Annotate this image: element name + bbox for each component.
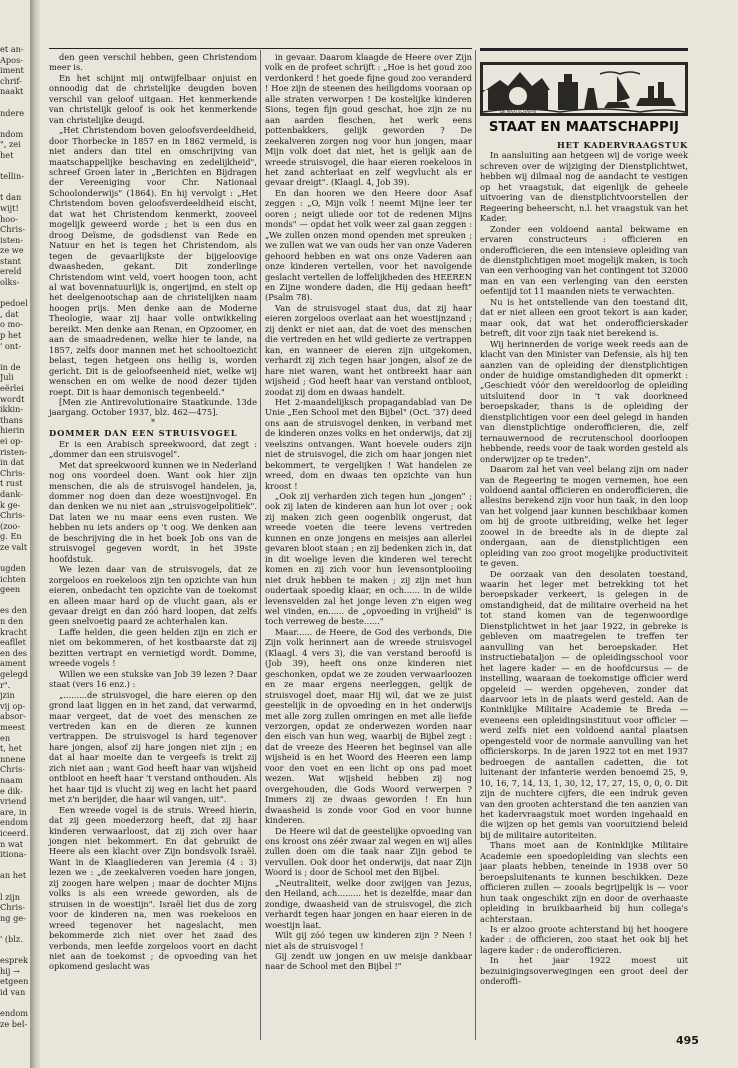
edge-line: en des <box>0 647 28 658</box>
edge-line: en <box>0 732 11 743</box>
edge-line: dank- <box>0 488 23 499</box>
edge-line: hoo- <box>0 213 18 224</box>
edge-line: et an- <box>0 44 24 54</box>
col1-paragraph-a-3: „Het Christendom boven geloofsverdeeldheid, door Thorbecke in 1857 en in 1862 vermeld, is niet anders dan titel en omschrijving van maatschappelijke beschaving en zedelijkheid", schreef Groen later in „Berichten en Bijdragen der Vereeniging voor Chr. Nationaal Schoolonderwijs" (1864). En hij vervolgt : „Het Christendom boven geloofsverdeeldheid eischt, dat wat het Christendom kenmerkt, zooveel mogelijk geweerd worde ; het is een dus en droog Deïsme, de godsdienst van Rede en Natuur en het is tegen het Christendom, als tegen de gevaarlijkste der bijgeloovige dwaasheden, gekant. Dit zonderlinge Christendom wint veld, voert hoogen toon, acht al wat bovennatuurlijk is, ongerijmd, en stelt op het deelgenootschap aan de christelijken naam hoogen prijs. Men denke aan de Moderne Theologie, waar zij haar volle ontwikkeling bereikt. Men denke aan Renan, en Opzoomer, en aan de smaadredenen, welke hier te lande, na 1857, zelfs door mannen met het schooltoezicht belast, tegen hetgeen ons heilig is, worden gericht. Dit is de geloofseenheid niet, welke wij wenschen en om welke de nood dezer tijden roept. Dit is haar demonisch tegenbeeld." <box>49 125 257 397</box>
edge-line: eafllet <box>0 637 26 648</box>
section-title: STAAT EN MAATSCHAPPIJ <box>488 120 680 135</box>
article-heading-kadervraagstuk: HET KADERVRAAGSTUK <box>557 140 688 150</box>
edge-line: k ge- <box>0 499 21 510</box>
edge-line: o mo- <box>0 319 23 330</box>
col3-paragraph-8: Is er alzoo groote achterstand bij het hoogere kader : de officieren, zoo staat het ook bij het lagere kader : de onderofficieren. <box>480 923 688 955</box>
edge-line: t dan <box>0 192 22 203</box>
edge-line: , dat <box>0 308 19 319</box>
edge-line <box>0 923 30 934</box>
edge-line: ndere <box>0 107 25 118</box>
edge-line <box>0 944 30 955</box>
edge-line: het <box>0 149 14 160</box>
edge-line <box>0 97 30 108</box>
section-banner-illustration <box>480 62 688 116</box>
edge-line: ugden <box>0 563 26 574</box>
col1-paragraph-a-4: [Men zie Antirevolutionaire Staatkunde. 13de jaargang. October 1937, blz. 462—475]. <box>49 396 257 418</box>
column-divider-2 <box>475 50 476 1040</box>
edge-line: naam <box>0 774 23 785</box>
edge-line: eërlei <box>0 383 24 393</box>
edge-line: Chris- <box>0 224 26 235</box>
edge-line: Chris- <box>0 510 26 521</box>
edge-line: (zoo- <box>0 520 21 531</box>
section-separator-star: * <box>151 417 155 427</box>
col3-paragraph-6: De oorzaak van den desolaten toestand, waarin het leger met betrekking tot het beroepskader verkeert, is gelegen in de omstandigheid, dat de militaire overheid na het tot stand komen van de tegenwoordige Dienstplichtwet in het jaar 1922, in gebreke is gebleven om maatregelen te treffen ter aanvulling van het beroepskader. Het instructiebataljon — de opleidingsschool voor het lagere kader — en de hoofdcursus — de instelling, waaraan de toekomstige officier werd opgeleid — werden opgeheven, zonder dat daarvoor iets in de plaats werd gesteld. Aan de Koninklijke Militaire Academie te Breda — eveneens een opleidingsinstituut voor officier — werd zelfs niet een voldoend aantal plaatsen opengesteld voor de normale aanvulling van het officierskorps. In de jaren 1922 tot en met 1937 bedroegen de aantallen cadetten, die tot luitenant der infanterie werden benoemd 25, 9, 10, 16, 7, 14, 13, 1, 30, 12, 17, 27, 15, 0, 0, 0. Dit zijn de nuchtere cijfers, die een indruk geven van den grooten achterstand die ten aanzien van het kadervraagstuk moet worden ingehaald en die wijzen op het gemis van vooruitziend beleid bij de militaire autoriteiten. <box>480 568 688 840</box>
edge-line: ng ge- <box>0 912 26 923</box>
col1-paragraph-b-1: Er is een Arabisch spreekwoord, dat zegt : „dommer dan een struisvogel". <box>49 438 257 460</box>
col3-paragraph-9: In het jaar 1922 moest uit bezuinigingsoverwegingen een groot deel der onderoffi- <box>480 955 688 987</box>
banner-caption: DE MAATSCHAPPIJ <box>499 109 537 114</box>
edge-line: hierin <box>0 425 25 436</box>
edge-line: kracht <box>0 626 27 637</box>
column-1 <box>49 52 257 972</box>
edge-line: iceerd. <box>0 827 29 838</box>
edge-line: are, in <box>0 806 27 817</box>
edge-line: wordt <box>0 393 25 404</box>
edge-line: ze valt <box>0 541 28 552</box>
edge-line: thans <box>0 414 23 425</box>
edge-line: etgeen <box>0 976 29 987</box>
edge-line: p het <box>0 330 22 341</box>
edge-line: ament <box>0 658 27 669</box>
edge-line <box>0 860 30 871</box>
edge-line: gelegd <box>0 669 29 680</box>
edge-line: Chris- <box>0 467 26 478</box>
edge-line: chrif- <box>0 75 22 86</box>
col2-paragraph-1: in gevaar. Daarom klaagde de Heere over Zijn volk en de profeet schrijft : „Hoe is het goud zoo verdonkerd ! het goede fijne goud zoo veranderd ! Hoe zijn de steenen des heiligdoms vooraan op alle straten verworpen ! De kostelijke kinderen Sions, tegen fijn goud geschat, hoe zijn ze nu aan aarden fleschen, het werk eens pottenbakkers, gelijk geworden ? De zeekalveren zorgen nog voor hun jongen, maar Mijn volk doet dat niet, het is gelijk aan de wreede struisvogel, die haar eieren roekeloos in het zand achterlaat en zelf wegvlucht als er gevaar dreigt". (Klaagl. 4, Job 39). <box>265 52 472 188</box>
edge-line: ereld <box>0 266 22 277</box>
edge-line <box>0 351 30 362</box>
edge-line: ", zei <box>0 139 21 150</box>
edge-line <box>0 997 30 1008</box>
col1-paragraph-b-6: „.........de struisvogel, die hare eieren op den grond laat liggen en in het zand, dat verwarmd, maar vergeet, dat de voet des menschen ze vertreden kan en de dieren ze kunnen vertrappen. De struisvogel is hard tegenover hare jongen, alsof zij hare jongen niet zijn ; en dat al haar moeite dan te vergeefs is trekt zij zich niet aan ; want God heeft haar van wijsheid ontbloot en heeft haar 't verstand onthouden. Als het haar tijd is vlucht zij weg en lacht het paard met z'n berijder, die haar wil vangen, uit". <box>49 689 257 805</box>
col2-paragraph-9: Wilt gij zóó tegen uw kinderen zijn ? Neen ! niet als de struisvogel ! <box>265 930 472 951</box>
column-2 <box>265 52 472 972</box>
col1-paragraph-b-2: Met dat spreekwoord kunnen we in Nederland nog ons voordeel doen. Want ook hier zijn menschen, die als de struisvogel handelen, ja, dommer nog doen dan deze woestijnvogel. En dan denken we nu niet aan „struisvogelpolitiek". Dat laten we nu maar eens even rusten. We hebben nu iets anders op 't oog. We denken aan de beschrijving die in het boek Job ons van de struisvogel gegeven wordt, in het 39ste hoofdstuk. <box>49 459 257 564</box>
col3-paragraph-3: Nu is het ontstellende van den toestand dit, dat er niet alleen een groot tekort is aan kader, maar ook, dat wat het onderofficierskader betreft, dit voor zijn taak niet berekend is. <box>480 296 688 339</box>
top-rule-left <box>49 48 472 49</box>
col2-paragraph-3: Van de struisvogel staat dus, dat zij haar eieren zorgeloos overlaat aan het woestijnzand ; zij denkt er niet aan, dat de voet des menschen die vertreden en het wild gedierte ze vertrappen kan, en wanneer de eieren zijn uitgekomen, verhardt zij zich tegen haar jongen, alsof ze de hare niet waren, want het ontbreekt haar aan wijsheid ; God heeft haar van verstand ontbloot, zoodat zij dom en dwaas handelt. <box>265 302 472 397</box>
edge-line: pedoel <box>0 298 28 309</box>
edge-line: es den <box>0 605 28 616</box>
top-rule-right <box>480 48 688 51</box>
edge-line: endom <box>0 1008 29 1019</box>
edge-line <box>0 182 30 193</box>
edge-line: wijt! <box>0 202 19 213</box>
col1-paragraph-b-5: Willen we een stukske van Job 39 lezen ? Daar staat (vers 16 enz.) : <box>49 668 257 690</box>
city-harbour-illustration <box>480 62 688 116</box>
col2-paragraph-4: Het 2-maandelijksch propagandablad van De Unie „Een School met den Bijbel" (Oct. '37) deed ons aan de struisvogel denken, in verband met de kinderen onzes volks en het onderwijs, dat zij veelszins ontvangen. Want hoevele ouders zijn niet de struisvogel, die zich om haar jongen niet bekommert, te vergelijken ! Wat handelen ze wreed, dom en dwaas ten opzichte van hun kroost ! <box>265 396 472 491</box>
edge-line: meest <box>0 722 25 732</box>
edge-line: ze bel- <box>0 1018 28 1029</box>
previous-page-edge <box>0 44 30 1044</box>
col1-paragraph-a-1: den geen verschil hebben, geen Christendom meer is. <box>49 52 257 73</box>
edge-line <box>0 161 30 172</box>
edge-line: t rust <box>0 478 23 489</box>
edge-line: iment <box>0 65 24 76</box>
col1-paragraph-b-4: Laffe helden, die geen helden zijn en zich er niet om bekommeren, of het kostbaarste dat zij bezitten vertrapt en vernietigd wordt. Domme, wreede vogels ! <box>49 626 257 669</box>
edge-line: ikkin- <box>0 404 24 415</box>
col2-paragraph-7: De Heere wil dat de geestelijke opvoeding van ons kroost ons zéér zwaar zal wegen en wij alles zullen doen om die taak naar Zijn gebod te vervullen. Ook door het onderwijs, dat naar Zijn Woord is ; door de School met den Bijbel. <box>265 825 472 878</box>
edge-line: ze we <box>0 245 24 256</box>
edge-line: Apos- <box>0 54 24 65</box>
edge-line: olks- <box>0 277 20 288</box>
article-heading-struisvogel: DOMMER DAN EEN STRUISVOGEL <box>49 428 238 439</box>
col2-paragraph-5: „Ook zij verharden zich tegen hun „jongen" ; ook zij laten de kinderen aan hun lot over ; ook zij maken zich geen oogenblik ongerust, dat wreede voeten die teere levens vertreden kunnen en onze jongens en meisjes aan allerlei gevaren bloot staan ; en zij bedenken zich in, dat in dit woelige leven die kinderen wel terecht komen en zij zich voor hun levensontplooiing niet druk hebben te maken ; zij zijn met hun oudertaak spoedig klaar, en och...... in de wilde levensvelden zal het jonge leven z'n eigen weg wel vinden, en...... de „opvoeding in vrijheid" is toch verreweg de beste......" <box>265 491 472 627</box>
edge-line: n den <box>0 616 24 627</box>
col1-paragraph-b-7: Een wreede vogel is de struis. Wreed hierin, dat zij geen moederzorg heeft, dat zij haar kinderen verwaarloost, dat zij zich over haar jongen niet bekommert. En dat gebruikt de Heere als een klacht over Zijn bondsvolk Israël. Want in de Klaagliederen van Jeremia (4 : 3) lezen we : „de zeekalveren voeden hare jongen, zij zoogen hare welpen ; maar de dochter Mijns volks is als een wreede geworden, als de struisen in de woestijn". Israël liet dus de zorg voor de kinderen na, men was roekeloos en wreed tegenover het nageslacht, men bekommerde zich niet over het zaad des verbonds, men leefde zorgeloos voort en dacht niet aan de toekomst ; de opvoeding van het opkomend geslacht was <box>49 804 257 972</box>
col1-paragraph-b-3: We lezen daar van de struisvogels, dat ze zorgeloos en roekeloos zijn ten opzichte van hun eieren, onbedacht ten opzichte van de toekomst en alleen maar hard op de vlucht gaan, als er gevaar dreigt en dan zóó hard loopen, dat zelfs geen snelvoetig paard ze achterhalen kan. <box>49 564 257 627</box>
edge-line: e dik- <box>0 785 23 796</box>
edge-line: ndom <box>0 128 24 139</box>
edge-line: endom <box>0 817 29 828</box>
edge-line: tellin- <box>0 171 25 182</box>
edge-line: esprek <box>0 955 29 966</box>
edge-line: in dat <box>0 457 24 468</box>
edge-line: t, het <box>0 743 22 754</box>
edge-line: ei op- <box>0 435 24 446</box>
edge-line: Juli <box>0 372 14 383</box>
edge-line: vriend <box>0 796 27 807</box>
edge-line: ichten <box>0 573 26 584</box>
edge-line: in de <box>0 361 21 372</box>
edge-line <box>0 553 30 564</box>
col3-paragraph-7: Thans moet aan de Koninklijke Militaire Academie een spoedopleiding van slechts een jaar plaats hebben, teneinde in 1938 over 50 beroepsluitenants te kunnen beschikken. Deze officieren zullen — zooals begrijpelijk is — voor hun taak ongeschikt zijn en door de overhaaste opleiding in bruikbaarheid bij hun collega's achterstaan. <box>480 840 688 924</box>
edge-line: vij op- <box>0 700 26 711</box>
column-divider-1 <box>260 50 261 1040</box>
edge-line: r". <box>0 679 11 690</box>
edge-line: naakt <box>0 86 24 97</box>
edge-line <box>0 881 30 892</box>
edge-line: an het <box>0 870 27 881</box>
edge-line: l zijn <box>0 891 20 902</box>
edge-line: nnene <box>0 753 26 764</box>
col3-paragraph-1: In aansluiting aan hetgeen wij de vorige week schreven over de wijziging der Dienstplichtwet, hebben wij dilmaal nog de aandacht te vestigen op het vraagstuk, dat eigenlijk de geheele uitvoering van de dienstplichtvoorstellen der Regeering beheerscht, n.l. het vraagstuk van het Kader. <box>480 150 688 224</box>
col3-paragraph-2: Zonder een voldoend aantal bekwame en ervaren constructeurs : officieren en onderofficieren, die een intensieve opleiding van de dienstplichtigen moet mogelijk maken, is toch van een verhooging van het contingent tot 32000 man en van een verlenging van den eersten oefentijd tot 11 maanden niets te verwachten. <box>480 223 688 297</box>
edge-line: g. En <box>0 531 22 542</box>
edge-line: id van <box>0 986 26 997</box>
col2-paragraph-6: Maar...... de Heere, de God des verbonds, Die Zijn volk herinnert aan de wreede struisvogel (Klaagl. 4 vers 3), die van verstand beroofd is (Job 39), heeft ons onze kinderen niet geschonken, opdat we ze zouden verwaarloozen en ze maar ergens neerleggen, gelijk de struisvogel doet, maar Hij wil, dat we ze juist geestelijk in de opvoeding en in het onderwijs met alle zorg zullen omringen en met alle liefde verzorgen, opdat ze onderwezen worden naar den eisch van hun weg, waarbij de Bijbel zegt : dat de vreeze des Heeren het beginsel van alle wijsheid is en het Woord des Heeren een lamp voor den voet en een licht op ons pad moet wezen. Wat wijsheid hebben zij nog overgehouden, die Gods Woord verwerpen ? Immers zij ze dwaas geworden ! En hun dwaasheid is zonde voor God en voor hunne kinderen. <box>265 626 472 826</box>
col2-paragraph-8: „Neutraliteit, welke door zwijgen van Jezus, den Heiland, ach......... het is dezelfde, maar dan zondige, dwaasheid van de struisvogel, die zich verhardt tegen haar jongen en haar eieren in de woestijn laat. <box>265 877 472 930</box>
edge-line: absor- <box>0 711 26 722</box>
col2-paragraph-2: En dan hooren we den Heere door Asaf zeggen : „O, Mijn volk ! neemt Mijne leer ter ooren ; neigt uliede oor tot de redenen Mijns monds" — opdat het volk weer zal gaan zeggen : „We zullen onzen mond openden met spreuken ; we zullen wat we van ouds her van onze Vaderen gehoord hebben en wat ons onze Vaderen aan onze kinderen vertellen, voor het navolgende geslacht vertellen de loffelijkheden des HEEREN en Zijne wondere daden, die Hij gedaan heeft" (Psalm 78). <box>265 187 472 303</box>
edge-line: stant <box>0 255 21 266</box>
edge-line: Chris- <box>0 764 26 775</box>
col3-paragraph-4: Wij herinnerden de vorige week reeds aan de klacht van den Minister van Defensie, als hij ten aanzien van de opleiding der dienstplichtigen onder de huidige omstandigheden dit opmerkt : „Geschiedt vóór den wereldoorlog de opleiding uitsluitend door in 't vak doorkneed beroepskader, thans is de opleiding der dienstplichtigen voor een deel gelegd in handen van dienstplichtige onderofficieren, die, zelf ternauwernood de recrutenschool doorloopen hebbende, reeds voor de taak worden gesteld als onderwijzer op te treden". <box>480 338 688 464</box>
edge-line: geen <box>0 584 21 595</box>
col2-paragraph-10: Gij zendt uw jongen en uw meisje dankbaar naar de School met den Bijbel !" <box>265 950 472 972</box>
edge-line: risten- <box>0 446 27 457</box>
edge-line: Chris- <box>0 902 26 913</box>
edge-line <box>0 595 30 606</box>
edge-line: hij → <box>0 965 20 976</box>
edge-line: ' ont- <box>0 340 22 351</box>
edge-line: ' (blz. <box>0 933 23 944</box>
edge-line: jzin <box>0 690 15 701</box>
book-spine <box>30 0 40 1068</box>
col3-paragraph-5: Daarom zal het van veel belang zijn om nader van de Regeering te mogen vernemen, hoe een voldoend aantal officieren en onderofficieren, die allesins berekend zijn voor hun taak, in den loop van het volgend jaar kunnen beschikbaar komen om bij de groote uitbreiding, welke het leger zoowel in de breedte als in de diepte zal ondergaan, aan de dienstplichtigen een opleiding van zoo groot mogelijke productiviteit te geven. <box>480 464 688 569</box>
edge-line: itiona- <box>0 849 27 860</box>
edge-line: isten- <box>0 234 23 245</box>
col1-paragraph-a-2: En het schijnt mij ontwijfelbaar onjuist en onnoodig dat de christelijke deugden boven verschil van geloof uitgaan. Het kenmerkende van christelijk geloof is ook het kenmerkende van christelijke deugd. <box>49 72 257 125</box>
page-number: 495 <box>676 1034 699 1047</box>
column-3 <box>480 140 688 987</box>
edge-line <box>0 118 30 129</box>
edge-line: n wat <box>0 838 24 849</box>
edge-line <box>0 288 30 299</box>
